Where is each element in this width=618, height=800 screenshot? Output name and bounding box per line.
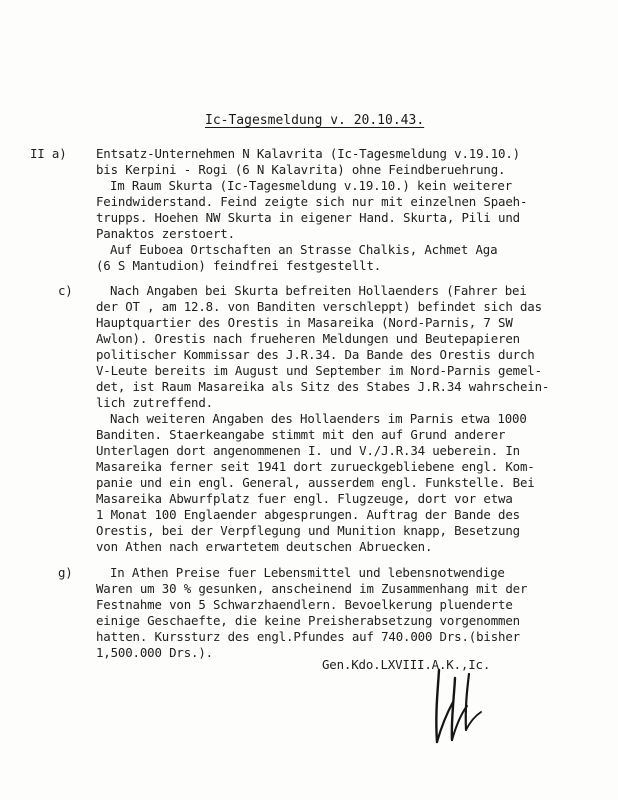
text-line: Panaktos zerstoert. bbox=[96, 226, 235, 241]
text-line: Waren um 30 % gesunken, anscheinend im Zusammenhang mit der bbox=[96, 581, 528, 596]
text-line: 1 Monat 100 Englaender abgesprungen. Auftrag der Bande des bbox=[96, 507, 520, 522]
text-line: Orestis, bei der Verpflegung und Munition knapp, Besetzung bbox=[96, 523, 520, 538]
text-line: V-Leute bereits im August und September im Nord-Parnis gemel- bbox=[96, 363, 542, 378]
text-line: trupps. Hoehen NW Skurta in eigener Hand. Skurta, Pili und bbox=[96, 210, 520, 225]
text-line: von Athen nach erwartetem deutschen Abruecken. bbox=[96, 539, 433, 554]
text-line: Nach Angaben bei Skurta befreiten Hollaenders (Fahrer bei bbox=[110, 283, 527, 298]
text-line: In Athen Preise fuer Lebensmittel und lebensnotwendige bbox=[110, 565, 505, 580]
text-line: lich zutreffend. bbox=[96, 395, 213, 410]
text-line: hatten. Kurssturz des engl.Pfundes auf 740.000 Drs.(bisher bbox=[96, 629, 520, 644]
text-line: Masareika ferner seit 1941 dort zurueckgebliebene engl. Kom- bbox=[96, 459, 535, 474]
text-line: bis Kerpini - Rogi (6 N Kalavrita) ohne Feindberuehrung. bbox=[96, 162, 506, 177]
text-line: Hauptquartier des Orestis in Masareika (Nord-Parnis, 7 SW bbox=[96, 315, 513, 330]
text-line: 1,500.000 Drs.). bbox=[96, 645, 213, 660]
text-line: Unterlagen dort angenommenen I. und V./J.R.34 ueberein. In bbox=[96, 443, 520, 458]
text-line: Feindwiderstand. Feind zeigte sich nur mit einzelnen Spaeh- bbox=[96, 194, 528, 209]
text-line: panie und ein engl. General, ausserdem engl. Funkstelle. Bei bbox=[96, 475, 535, 490]
section-a-label: II a) bbox=[30, 146, 67, 161]
text-line: einige Geschaefte, die keine Preisherabsetzung vorgenommen bbox=[96, 613, 520, 628]
text-line: politischer Kommissar des J.R.34. Da Bande des Orestis durch bbox=[96, 347, 535, 362]
text-line: Entsatz-Unternehmen N Kalavrita (Ic-Tagesmeldung v.19.10.) bbox=[96, 146, 520, 161]
document-title: Ic-Tagesmeldung v. 20.10.43. bbox=[205, 113, 425, 128]
text-line: det, ist Raum Masareika als Sitz des Stabes J.R.34 wahrschein- bbox=[96, 379, 550, 394]
section-c-label: c) bbox=[58, 283, 73, 298]
section-g-label: g) bbox=[58, 565, 73, 580]
text-line: Masareika Abwurfplatz fuer engl. Flugzeuge, dort vor etwa bbox=[96, 491, 513, 506]
handwritten-signature bbox=[425, 668, 485, 746]
text-line: Auf Euboea Ortschaften an Strasse Chalkis, Achmet Aga bbox=[110, 242, 498, 257]
text-line: der OT , am 12.8. von Banditen verschleppt) befindet sich das bbox=[96, 299, 542, 314]
sender-line: Gen.Kdo.LXVIII.A.K.,Ic. bbox=[322, 657, 491, 672]
text-line: Nach weiteren Angaben des Hollaenders im Parnis etwa 1000 bbox=[110, 411, 527, 426]
text-line: Im Raum Skurta (Ic-Tagesmeldung v.19.10.) kein weiterer bbox=[110, 178, 513, 193]
text-line: Banditen. Staerkeangabe stimmt mit den auf Grund anderer bbox=[96, 427, 506, 442]
text-line: Awlon). Orestis nach frueheren Meldungen und Beutepapieren bbox=[96, 331, 520, 346]
text-line: (6 S Mantudion) feindfrei festgestellt. bbox=[96, 258, 382, 273]
text-line: Festnahme von 5 Schwarzhaendlern. Bevoelkerung pluenderte bbox=[96, 597, 513, 612]
